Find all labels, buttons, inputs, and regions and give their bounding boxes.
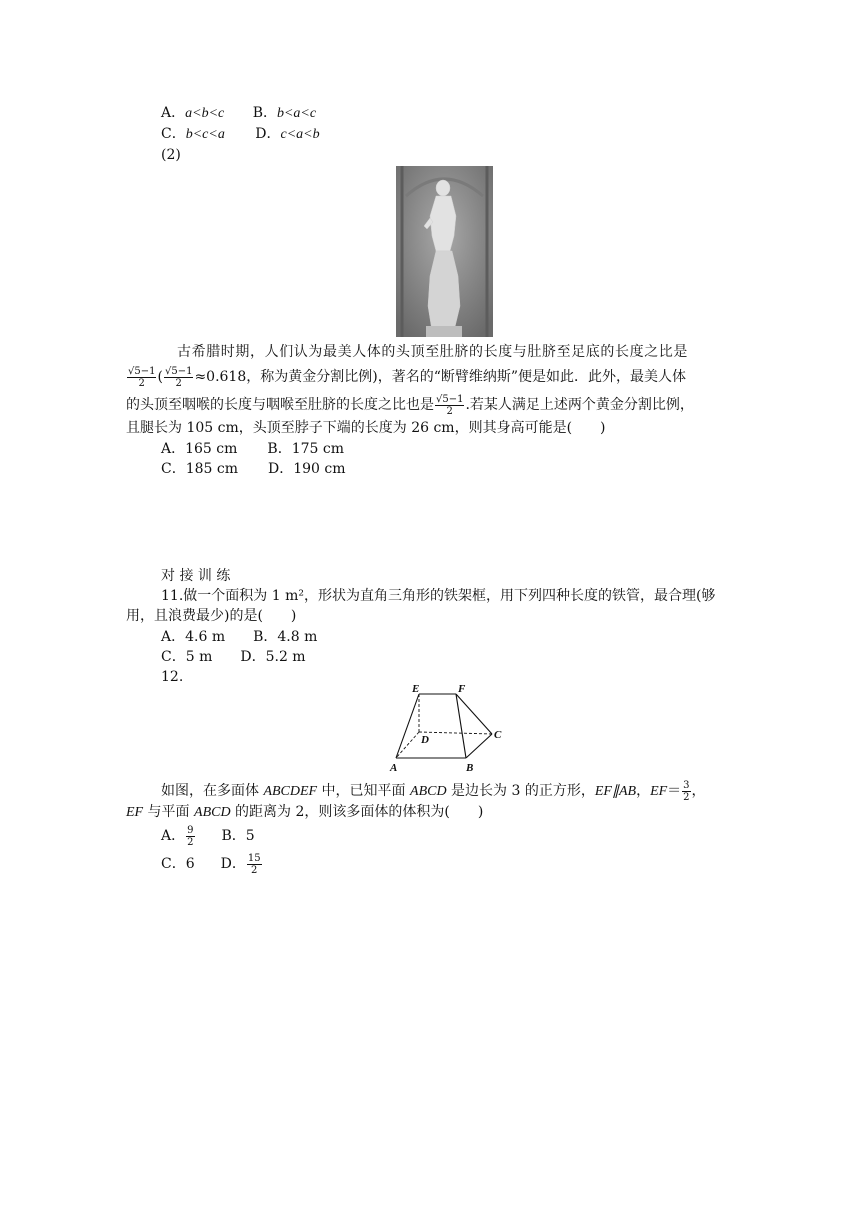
q12-options-row-2	[161, 850, 263, 878]
q10-option-a-label: A．	[161, 105, 186, 121]
q12-text-line-1: 如图，在多面体 ABCDEF 中，已知平面 ABCD 是边长为 3 的正方形，EF∥AB，EF＝ $\frac{3}{2}$ ，	[161, 779, 706, 803]
q12-option-d-label: D．	[220, 856, 246, 872]
q12-option-b: B．5	[221, 828, 255, 844]
q10-option-b-text: b<a<c	[276, 106, 317, 121]
section-heading: 对 接 训 练	[161, 568, 231, 584]
q10-option-c-label: C．	[161, 126, 186, 142]
q12-number: 12.	[161, 669, 184, 685]
q10-option-b-label: B．	[252, 105, 277, 121]
vertex-label-c: C	[494, 729, 502, 741]
q11-option-b: B．4.8 m	[253, 629, 318, 645]
q2-option-a: A．165 cm	[161, 441, 238, 457]
q10-option-d-label: D．	[255, 126, 281, 142]
q10-option-row-2	[161, 124, 320, 145]
q10-option-row-1	[161, 103, 316, 124]
ef-length-fraction: $\frac{3}{2}$	[683, 779, 690, 803]
vertex-label-f: F	[458, 683, 466, 695]
q2-text-line-2: $\frac{√5-1}{2}$ ( $\frac{√5-1}{2}$ ≈0.618，称为黄金分割比例)，著名的“断臂维纳斯”便是如此．此外，最美人体	[128, 365, 687, 389]
golden-ratio-fraction: $\frac{√5-1}{2}$	[128, 365, 156, 389]
q2-option-c: C．185 cm	[161, 461, 238, 477]
q12-text-line-2: EF 与平面 ABCD 的距离为 2，则该多面体的体积为( )	[126, 804, 484, 820]
q12-option-a-fraction: $\frac{9}{2}$	[187, 824, 194, 848]
q11-option-a: A．4.6 m	[161, 629, 226, 645]
q11-text-line-1: 11.做一个面积为 1 m²，形状为直角三角形的铁架框，用下列四种长度的铁管，最合理(够	[161, 588, 716, 604]
vertex-label-b: B	[466, 762, 474, 774]
q11-options-row-2	[161, 647, 306, 667]
q2-text-line-3: 的头顶至咽喉的长度与咽喉至肚脐的长度之比也是 $\frac{√5-1}{2}$ .若某人满足上述两个黄金分割比例，	[126, 393, 694, 417]
q2-number: (2)	[161, 147, 181, 163]
q2-options-row-2	[161, 459, 346, 479]
q10-option-c-text: b<c<a	[185, 127, 225, 142]
q11-option-c: C．5 m	[161, 649, 213, 665]
q2-option-d: D．190 cm	[268, 461, 346, 477]
q11-option-d: D．5.2 m	[240, 649, 306, 665]
q2-text-line-4: 且腿长为 105 cm，头顶至脖子下端的长度为 26 cm，则其身高可能是( )	[126, 420, 606, 436]
q10-option-d-text: c<a<b	[280, 127, 320, 142]
q12-option-a-label: A．	[161, 828, 186, 844]
q10-option-a-text: a<b<c	[185, 106, 225, 121]
polyhedron-figure	[380, 682, 510, 774]
vertex-label-a: A	[390, 762, 398, 774]
golden-ratio-fraction-3: $\frac{√5-1}{2}$	[436, 393, 464, 417]
vertex-label-e: E	[412, 683, 420, 695]
q12-options-row-1	[161, 822, 255, 850]
q12-option-c: C．6	[161, 856, 195, 872]
golden-ratio-fraction-2: $\frac{√5-1}{2}$	[164, 365, 193, 389]
venus-statue-image	[396, 166, 493, 337]
q12-option-d-fraction: $\frac{15}{2}$	[247, 852, 261, 876]
vertex-label-d: D	[421, 734, 429, 746]
q2-option-b: B．175 cm	[267, 441, 344, 457]
q11-options-row-1	[161, 627, 317, 647]
q2-options-row-1	[161, 439, 344, 459]
q11-text-line-2: 用，且浪费最少)的是( )	[126, 608, 297, 624]
q2-text-line-1: 古希腊时期，人们认为最美人体的头顶至肚脐的长度与肚脐至足底的长度之比是	[177, 344, 688, 360]
